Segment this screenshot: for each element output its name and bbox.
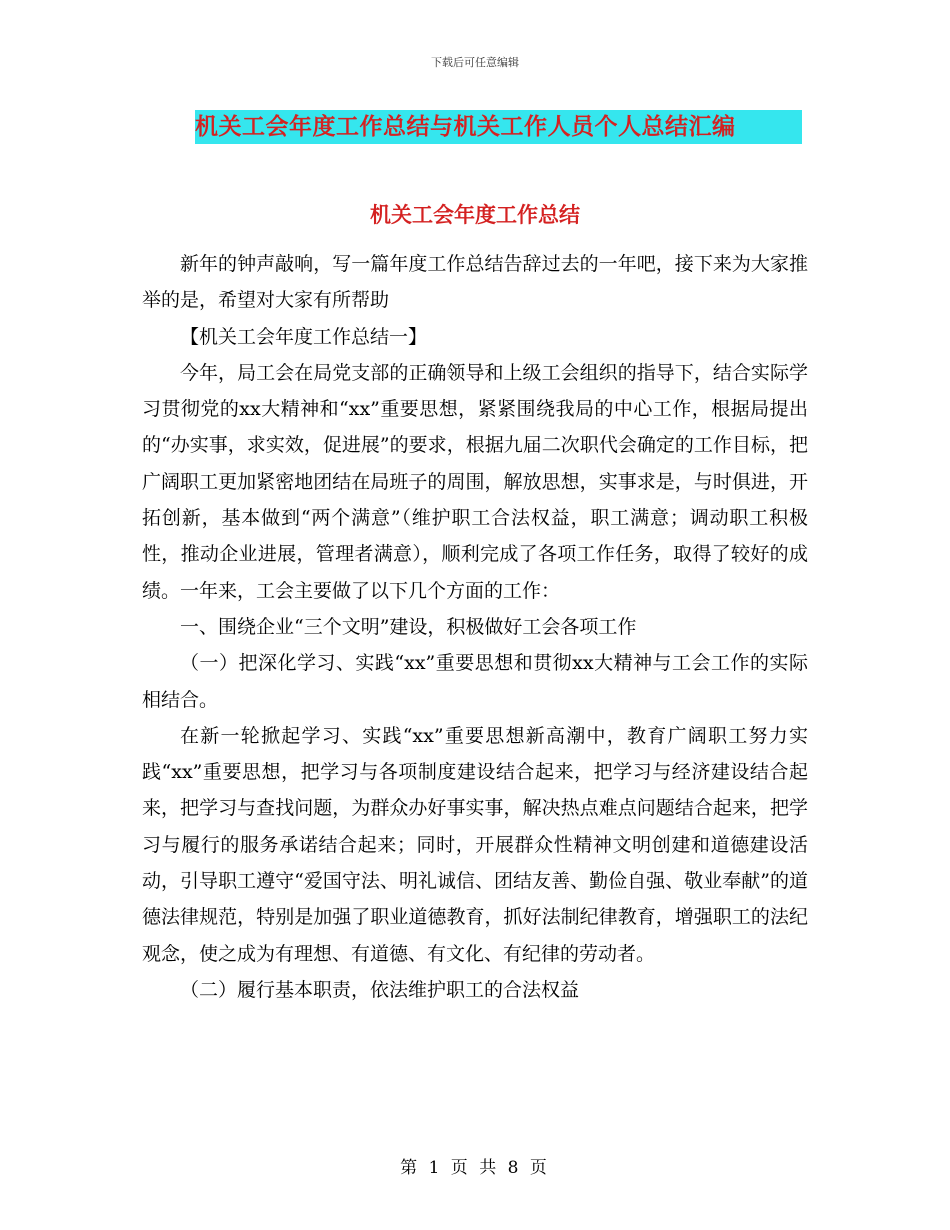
paragraph-item-two: （二）履行基本职责，依法维护职工的合法权益: [180, 978, 580, 1001]
document-title: 机关工会年度工作总结与机关工作人员个人总结汇编: [195, 110, 802, 144]
paragraph-study: 在新一轮掀起学习、实践“xx”重要思想新高潮中，教育广阔职工努力实践“xx”重要思想，把学习与各项制度建设结合起来，把学习与经济建设结合起来，把学习与查找问题，为群众办好事实事，解决热点难点问题结合起来，把学习与履行的服务承诺结合起来；同时，开展群众性精神文明创建和道德建设活动，引导职工遵守“爱国守法、明礼诚信、团结友善、勤俭自强、敬业奉献”的道德法律规范，特别是加强了职业道德教育，抓好法制纪律教育，增强职工的法纪观念，使之成为有理想、有道德、有文化、有纪律的劳动者。: [142, 724, 808, 965]
header-note: 下载后可任意编辑: [431, 56, 519, 69]
paragraph-heading-one: 一、围绕企业“三个文明”建设，积极做好工会各项工作: [180, 615, 637, 638]
paragraph-intro: 新年的钟声敲响，写一篇年度工作总结告辞过去的一年吧，接下来为大家推举的是，希望对大家有所帮助: [142, 253, 808, 312]
paragraph-item-one: （一）把深化学习、实践“xx”重要思想和贯彻xx大精神与工会工作的实际相结合。: [142, 652, 808, 711]
paragraph-summary: 今年，局工会在局党支部的正确领导和上级工会组织的指导下，结合实际学习贯彻党的xx大精神和“xx”重要思想，紧紧围绕我局的中心工作，根据局提出的“办实事，求实效，促进展”的要求，根据九届二次职代会确定的工作目标，把广阔职工更加紧密地团结在局班子的周围，解放思想，实事求是，与时俱进，开拓创新，基本做到“两个满意”（维护职工合法权益，职工满意；调动职工积极性，推动企业进展，管理者满意），顺利完成了各项工作任务，取得了较好的成绩。一年来，工会主要做了以下几个方面的工作：: [142, 361, 808, 602]
document-body: [142, 246, 808, 1008]
paragraph-subheading: 【机关工会年度工作总结一】: [180, 325, 428, 348]
page-number: 第 1 页 共 8 页: [400, 1158, 550, 1178]
section-title: 机关工会年度工作总结: [370, 203, 580, 227]
